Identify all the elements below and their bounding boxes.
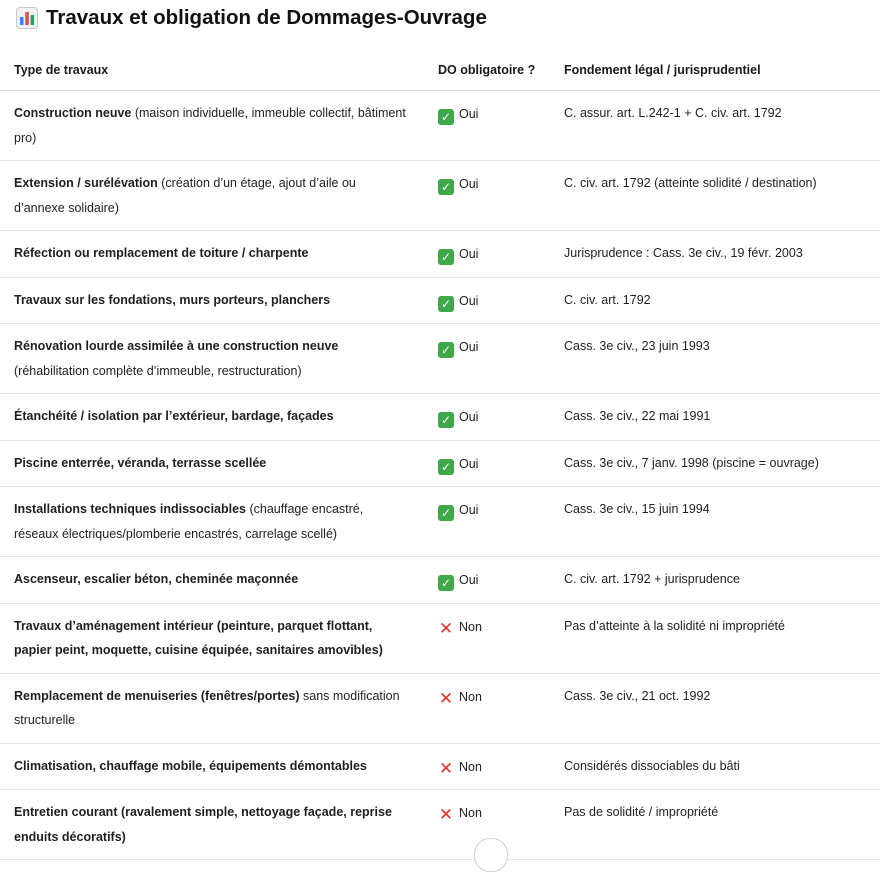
scroll-down-button[interactable] bbox=[474, 838, 508, 872]
do-status-label: Oui bbox=[459, 503, 479, 517]
work-type-cell bbox=[0, 231, 424, 278]
check-mark-icon: ✓ bbox=[438, 179, 454, 195]
work-type-label: Travaux d’aménagement intérieur (peinture, parquet flottant, papier peint, moquette, cuisine équipée, sanitaires amovibles) bbox=[14, 618, 383, 657]
header-fondement: Fondement légal / jurisprudentiel bbox=[550, 50, 880, 91]
bar-chart-icon bbox=[16, 7, 38, 29]
work-type-cell bbox=[0, 277, 424, 324]
legal-basis-cell: Cass. 3e civ., 15 juin 1994 bbox=[550, 487, 880, 557]
check-mark-icon: ✓ bbox=[438, 412, 454, 428]
table-row bbox=[0, 673, 880, 743]
legal-basis-cell: Jurisprudence : Cass. 3e civ., 19 févr. 2003 bbox=[550, 231, 880, 278]
work-type-cell bbox=[0, 91, 424, 161]
do-status-label: Oui bbox=[459, 456, 479, 471]
cross-mark-icon: ✕ bbox=[438, 618, 454, 638]
work-type-details: (création d’un étage, ajout d’aile ou d’annexe solidaire) bbox=[14, 176, 356, 215]
work-type-label: Construction neuve bbox=[14, 106, 132, 120]
table-row bbox=[0, 487, 880, 557]
do-status-cell bbox=[424, 91, 550, 161]
check-mark-icon: ✓ bbox=[438, 505, 454, 521]
header-do-obligatoire: DO obligatoire ? bbox=[424, 50, 550, 91]
work-type-label: Réfection ou remplacement de toiture / charpente bbox=[14, 246, 309, 260]
work-type-label: Ascenseur, escalier béton, cheminée maçonnée bbox=[14, 572, 299, 586]
work-type-cell bbox=[0, 673, 424, 743]
work-type-details: (chauffage encastré, réseaux électriques/plomberie encastrés, carrelage scellé) bbox=[14, 502, 364, 541]
work-type-label: Climatisation, chauffage mobile, équipements démontables bbox=[14, 758, 367, 773]
do-status-cell bbox=[424, 324, 550, 394]
do-status-cell bbox=[424, 394, 550, 441]
work-type-label: Travaux sur les fondations, murs porteurs, planchers bbox=[14, 292, 331, 307]
page-title bbox=[16, 6, 487, 30]
do-status-cell bbox=[424, 277, 550, 324]
do-status-label: Oui bbox=[459, 573, 479, 587]
do-status-cell bbox=[424, 743, 550, 790]
do-status-cell bbox=[424, 673, 550, 743]
legal-basis-cell: C. civ. art. 1792 + jurisprudence bbox=[550, 557, 880, 604]
table-row bbox=[0, 557, 880, 604]
work-type-cell bbox=[0, 324, 424, 394]
page-title-text: Travaux et obligation de Dommages-Ouvrage bbox=[46, 6, 487, 29]
check-mark-icon: ✓ bbox=[438, 342, 454, 358]
work-type-cell bbox=[0, 440, 424, 487]
do-status-label: Oui bbox=[459, 293, 479, 308]
work-type-cell bbox=[0, 487, 424, 557]
check-mark-icon: ✓ bbox=[438, 575, 454, 591]
do-status-cell bbox=[424, 603, 550, 673]
check-mark-icon: ✓ bbox=[438, 249, 454, 265]
do-status-label: Oui bbox=[459, 340, 479, 354]
work-type-details: (réhabilitation complète d’immeuble, restructuration) bbox=[14, 363, 302, 378]
do-status-label: Non bbox=[459, 806, 482, 820]
table-row bbox=[0, 231, 880, 278]
cross-mark-icon: ✕ bbox=[438, 758, 454, 778]
do-status-cell bbox=[424, 231, 550, 278]
check-mark-icon: ✓ bbox=[438, 296, 454, 312]
legal-basis-cell: Pas d’atteinte à la solidité ni impropriété bbox=[550, 603, 880, 673]
work-type-cell bbox=[0, 743, 424, 790]
do-status-cell bbox=[424, 440, 550, 487]
work-type-label: Extension / surélévation bbox=[14, 176, 158, 190]
do-status-label: Oui bbox=[459, 107, 479, 121]
legal-basis-cell: C. civ. art. 1792 (atteinte solidité / destination) bbox=[550, 161, 880, 231]
do-status-label: Oui bbox=[459, 410, 479, 424]
table-row bbox=[0, 277, 880, 324]
table-row bbox=[0, 440, 880, 487]
do-status-label: Non bbox=[459, 619, 482, 634]
table-row bbox=[0, 790, 880, 860]
do-status-label: Oui bbox=[459, 247, 479, 261]
work-type-cell bbox=[0, 557, 424, 604]
do-status-label: Non bbox=[459, 689, 482, 704]
cross-mark-icon: ✕ bbox=[438, 688, 454, 708]
work-type-label: Piscine enterrée, véranda, terrasse scellée bbox=[14, 455, 267, 470]
do-status-cell bbox=[424, 487, 550, 557]
legal-basis-cell: Considérés dissociables du bâti bbox=[550, 743, 880, 790]
works-table bbox=[0, 50, 880, 860]
do-status-cell bbox=[424, 557, 550, 604]
legal-basis-cell: Cass. 3e civ., 23 juin 1993 bbox=[550, 324, 880, 394]
work-type-cell bbox=[0, 161, 424, 231]
table-header-row bbox=[0, 50, 880, 91]
legal-basis-cell: Cass. 3e civ., 22 mai 1991 bbox=[550, 394, 880, 441]
do-status-cell bbox=[424, 161, 550, 231]
legal-basis-cell: C. civ. art. 1792 bbox=[550, 277, 880, 324]
table-row bbox=[0, 743, 880, 790]
work-type-cell bbox=[0, 790, 424, 860]
cross-mark-icon: ✕ bbox=[438, 805, 454, 824]
table-row bbox=[0, 324, 880, 394]
work-type-details: sans modification structurelle bbox=[14, 688, 400, 727]
work-type-details: (maison individuelle, immeuble collectif, bâtiment pro) bbox=[14, 106, 406, 145]
do-status-label: Oui bbox=[459, 177, 479, 191]
table-row bbox=[0, 394, 880, 441]
header-type-travaux: Type de travaux bbox=[0, 50, 424, 91]
check-mark-icon: ✓ bbox=[438, 459, 454, 475]
table-row bbox=[0, 603, 880, 673]
legal-basis-cell: Cass. 3e civ., 7 janv. 1998 (piscine = ouvrage) bbox=[550, 440, 880, 487]
do-status-label: Non bbox=[459, 759, 482, 774]
legal-basis-cell: Cass. 3e civ., 21 oct. 1992 bbox=[550, 673, 880, 743]
work-type-label: Remplacement de menuiseries (fenêtres/portes) bbox=[14, 688, 300, 703]
legal-basis-cell: C. assur. art. L.242-1 + C. civ. art. 1792 bbox=[550, 91, 880, 161]
table-row bbox=[0, 91, 880, 161]
work-type-cell bbox=[0, 603, 424, 673]
work-type-cell bbox=[0, 394, 424, 441]
legal-basis-cell: Pas de solidité / impropriété bbox=[550, 790, 880, 860]
work-type-label: Étanchéité / isolation par l’extérieur, bardage, façades bbox=[14, 409, 334, 423]
work-type-label: Entretien courant (ravalement simple, nettoyage façade, reprise enduits décoratifs) bbox=[14, 805, 392, 844]
work-type-label: Rénovation lourde assimilée à une construction neuve bbox=[14, 339, 339, 353]
check-mark-icon: ✓ bbox=[438, 109, 454, 125]
work-type-label: Installations techniques indissociables bbox=[14, 502, 247, 516]
table-row bbox=[0, 161, 880, 231]
